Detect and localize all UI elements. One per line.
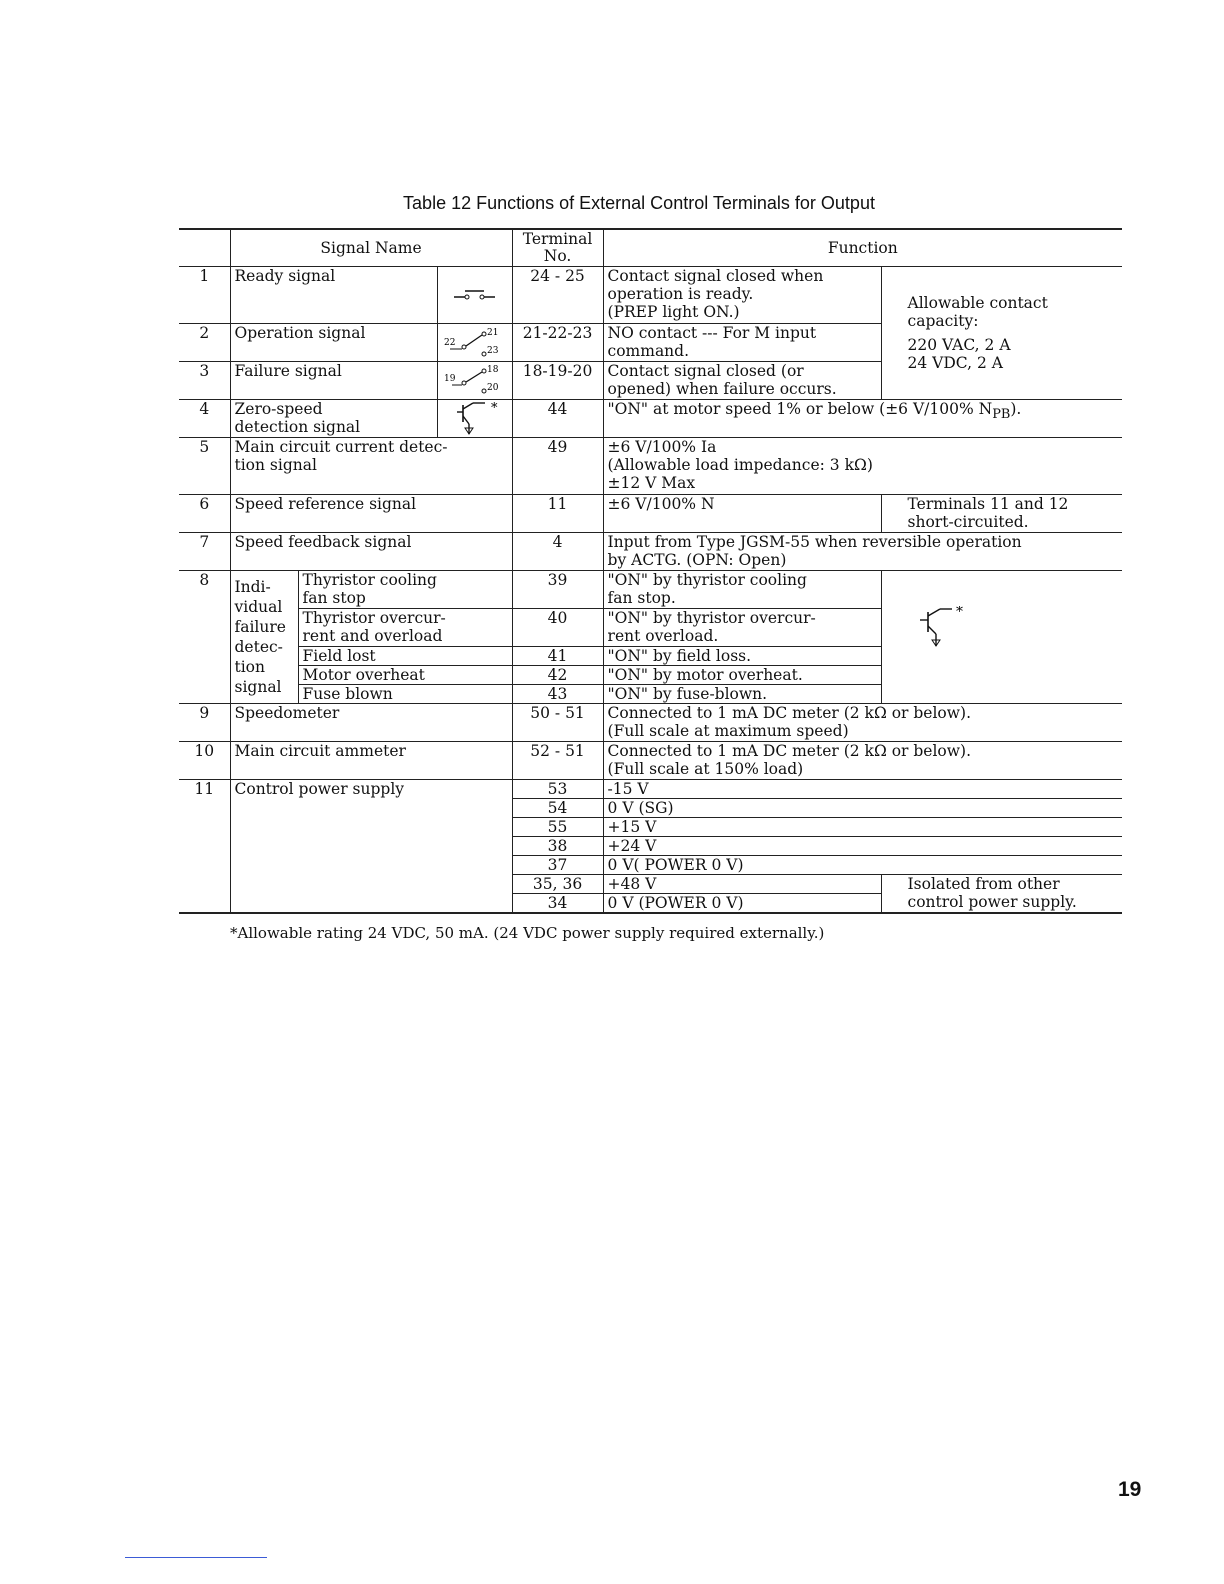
cap-line: Allowable contact xyxy=(907,294,1048,312)
sym-label: 19 xyxy=(443,373,455,384)
cap-line: 24 VDC, 2 A xyxy=(907,354,1003,372)
signal-name: Failure signal xyxy=(230,362,437,400)
terminal-no: 4 xyxy=(512,533,603,571)
name-line: tion signal xyxy=(234,456,317,474)
header-row xyxy=(179,229,1122,267)
group-line: signal xyxy=(234,678,282,696)
func-line: command. xyxy=(607,342,690,360)
row-number: 8 xyxy=(179,571,230,704)
group-line: Indi- xyxy=(234,578,271,596)
header-signal-name: Signal Name xyxy=(230,229,512,267)
table-row xyxy=(179,438,1122,495)
sub-signal-name: Field lost xyxy=(298,647,512,666)
table-row xyxy=(179,495,1122,533)
sym-label: 20 xyxy=(486,382,498,393)
note-line: Terminals 11 and 12 xyxy=(907,495,1069,513)
group-line: detec- xyxy=(234,638,283,656)
terminal-no: 24 - 25 xyxy=(512,267,603,324)
signal-name: Speed reference signal xyxy=(230,495,512,533)
asterisk-mark: * xyxy=(955,606,963,620)
function-text: +24 V xyxy=(603,837,1122,856)
terminal-no: 53 xyxy=(512,780,603,799)
signal-name: Control power supply xyxy=(230,780,512,914)
terminal-no: 52 - 51 xyxy=(512,742,603,780)
cap-line: capacity: xyxy=(907,312,979,330)
func-line: (Full scale at 150% load) xyxy=(607,760,804,778)
func-line: Contact signal closed when xyxy=(607,267,824,285)
terminal-no: 21-22-23 xyxy=(512,324,603,362)
function-text xyxy=(603,742,1122,780)
func-line: Connected to 1 mA DC meter (2 kΩ or below). xyxy=(607,704,972,722)
function-text: 0 V( POWER 0 V) xyxy=(603,856,1122,875)
func-line: fan stop. xyxy=(607,589,676,607)
function-text xyxy=(603,324,881,362)
page-number: 19 xyxy=(1118,1478,1142,1501)
terminal-no: 50 - 51 xyxy=(512,704,603,742)
table-row xyxy=(179,571,1122,609)
row-number: 3 xyxy=(179,362,230,400)
terminal-no: 37 xyxy=(512,856,603,875)
table-row xyxy=(179,742,1122,780)
asterisk-mark: * xyxy=(490,401,498,416)
sub-signal-name xyxy=(298,571,512,609)
row-number: 4 xyxy=(179,400,230,438)
terminal-no: 49 xyxy=(512,438,603,495)
func-line: "ON" by thyristor cooling xyxy=(607,571,807,589)
header-terminal-l2: No. xyxy=(543,247,572,265)
header-function: Function xyxy=(603,229,1122,267)
terminal-no: 40 xyxy=(512,609,603,647)
row-number: 6 xyxy=(179,495,230,533)
signal-name: Main circuit ammeter xyxy=(230,742,512,780)
row-number: 2 xyxy=(179,324,230,362)
group-line: tion xyxy=(234,658,266,676)
row-number: 5 xyxy=(179,438,230,495)
signal-name xyxy=(230,400,437,438)
func-line: NO contact --- For M input xyxy=(607,324,817,342)
func-line: "ON" by thyristor overcur- xyxy=(607,609,816,627)
function-text: 0 V (SG) xyxy=(603,799,1122,818)
function-text: +15 V xyxy=(603,818,1122,837)
sym-label: 23 xyxy=(486,345,498,356)
func-line: ±12 V Max xyxy=(607,474,696,492)
function-text: ±6 V/100% N xyxy=(603,495,881,533)
func-line: Contact signal closed (or xyxy=(607,362,804,380)
terminal-no: 42 xyxy=(512,666,603,685)
terminal-no: 38 xyxy=(512,837,603,856)
terminal-no: 18-19-20 xyxy=(512,362,603,400)
note-line: Isolated from other xyxy=(907,875,1060,893)
func-line: ±6 V/100% Ia xyxy=(607,438,717,456)
name-line: Main circuit current detec- xyxy=(234,438,448,456)
note-line: short-circuited. xyxy=(907,513,1029,531)
header-terminal-l1: Terminal xyxy=(522,230,593,248)
contact-no-icon xyxy=(437,267,512,324)
func-line-end: ). xyxy=(1010,400,1022,418)
transistor-output-icon xyxy=(881,571,1122,704)
terminal-no: 34 xyxy=(512,894,603,914)
function-text: "ON" by fuse-blown. xyxy=(603,685,881,704)
signal-name: Speedometer xyxy=(230,704,512,742)
function-text xyxy=(603,400,1122,438)
func-line: "ON" at motor speed 1% or below (±6 V/100% N xyxy=(607,400,993,418)
function-text xyxy=(603,571,881,609)
table-row xyxy=(179,533,1122,571)
sub-signal-name: Fuse blown xyxy=(298,685,512,704)
sub-signal-name xyxy=(298,609,512,647)
func-line: opened) when failure occurs. xyxy=(607,380,837,398)
terminal-no: 35, 36 xyxy=(512,875,603,894)
table-title: Table 12 Functions of External Control Terminals for Output xyxy=(403,193,875,213)
function-text xyxy=(603,362,881,400)
sym-label: 22 xyxy=(443,337,455,348)
table-row xyxy=(179,780,1122,799)
func-line: Input from Type JGSM-55 when reversible operation xyxy=(607,533,1022,551)
function-text xyxy=(603,533,1122,571)
name-line: rent and overload xyxy=(302,627,443,645)
function-text xyxy=(603,438,1122,495)
terminal-no: 44 xyxy=(512,400,603,438)
row-number: 11 xyxy=(179,780,230,914)
note-line: control power supply. xyxy=(907,893,1077,911)
group-line: failure xyxy=(234,618,286,636)
func-line: Connected to 1 mA DC meter (2 kΩ or below). xyxy=(607,742,972,760)
row-number: 9 xyxy=(179,704,230,742)
transistor-output-icon xyxy=(437,400,512,438)
contact-changeover-icon xyxy=(437,362,512,400)
header-terminal xyxy=(512,229,603,267)
function-text xyxy=(603,609,881,647)
func-line: (Allowable load impedance: 3 kΩ) xyxy=(607,456,873,474)
function-text: 0 V (POWER 0 V) xyxy=(603,894,881,914)
name-line: detection signal xyxy=(234,418,361,436)
function-text xyxy=(603,704,1122,742)
signal-name: Ready signal xyxy=(230,267,437,324)
table-row xyxy=(179,704,1122,742)
table-row xyxy=(179,400,1122,438)
group-label xyxy=(230,571,298,704)
name-line: Thyristor overcur- xyxy=(302,609,446,627)
terminal-no: 41 xyxy=(512,647,603,666)
terminal-no: 55 xyxy=(512,818,603,837)
cap-line: 220 VAC, 2 A xyxy=(907,336,1011,354)
row-number: 10 xyxy=(179,742,230,780)
func-line: by ACTG. (OPN: Open) xyxy=(607,551,787,569)
terminal-table xyxy=(179,228,1122,914)
table-row xyxy=(179,267,1122,324)
terminal-no: 54 xyxy=(512,799,603,818)
function-text: -15 V xyxy=(603,780,1122,799)
contact-changeover-icon xyxy=(437,324,512,362)
group-line: vidual xyxy=(234,598,283,616)
signal-name: Operation signal xyxy=(230,324,437,362)
terminal-no: 39 xyxy=(512,571,603,609)
footnote: *Allowable rating 24 VDC, 50 mA. (24 VDC power supply required externally.) xyxy=(230,924,825,942)
scan-mark-line xyxy=(125,1557,267,1558)
function-text: +48 V xyxy=(603,875,881,894)
func-line: (PREP light ON.) xyxy=(607,303,740,321)
function-text: "ON" by motor overheat. xyxy=(603,666,881,685)
sym-label: 21 xyxy=(486,327,498,338)
header-no xyxy=(179,229,230,267)
name-line: Thyristor cooling xyxy=(302,571,437,589)
name-line: fan stop xyxy=(302,589,366,607)
sub-signal-name: Motor overheat xyxy=(298,666,512,685)
terminal-no: 43 xyxy=(512,685,603,704)
row-number: 1 xyxy=(179,267,230,324)
isolation-note xyxy=(881,875,1122,914)
func-line: rent overload. xyxy=(607,627,719,645)
func-line: operation is ready. xyxy=(607,285,754,303)
terminal-no: 11 xyxy=(512,495,603,533)
contact-capacity xyxy=(881,267,1122,400)
signal-name: Speed feedback signal xyxy=(230,533,512,571)
name-line: Zero-speed xyxy=(234,400,323,418)
function-text xyxy=(603,267,881,324)
short-circuit-note xyxy=(881,495,1122,533)
row-number: 7 xyxy=(179,533,230,571)
signal-name xyxy=(230,438,512,495)
func-subscript: PB xyxy=(992,407,1011,423)
sym-label: 18 xyxy=(486,364,498,375)
func-line: (Full scale at maximum speed) xyxy=(607,722,849,740)
function-text: "ON" by field loss. xyxy=(603,647,881,666)
